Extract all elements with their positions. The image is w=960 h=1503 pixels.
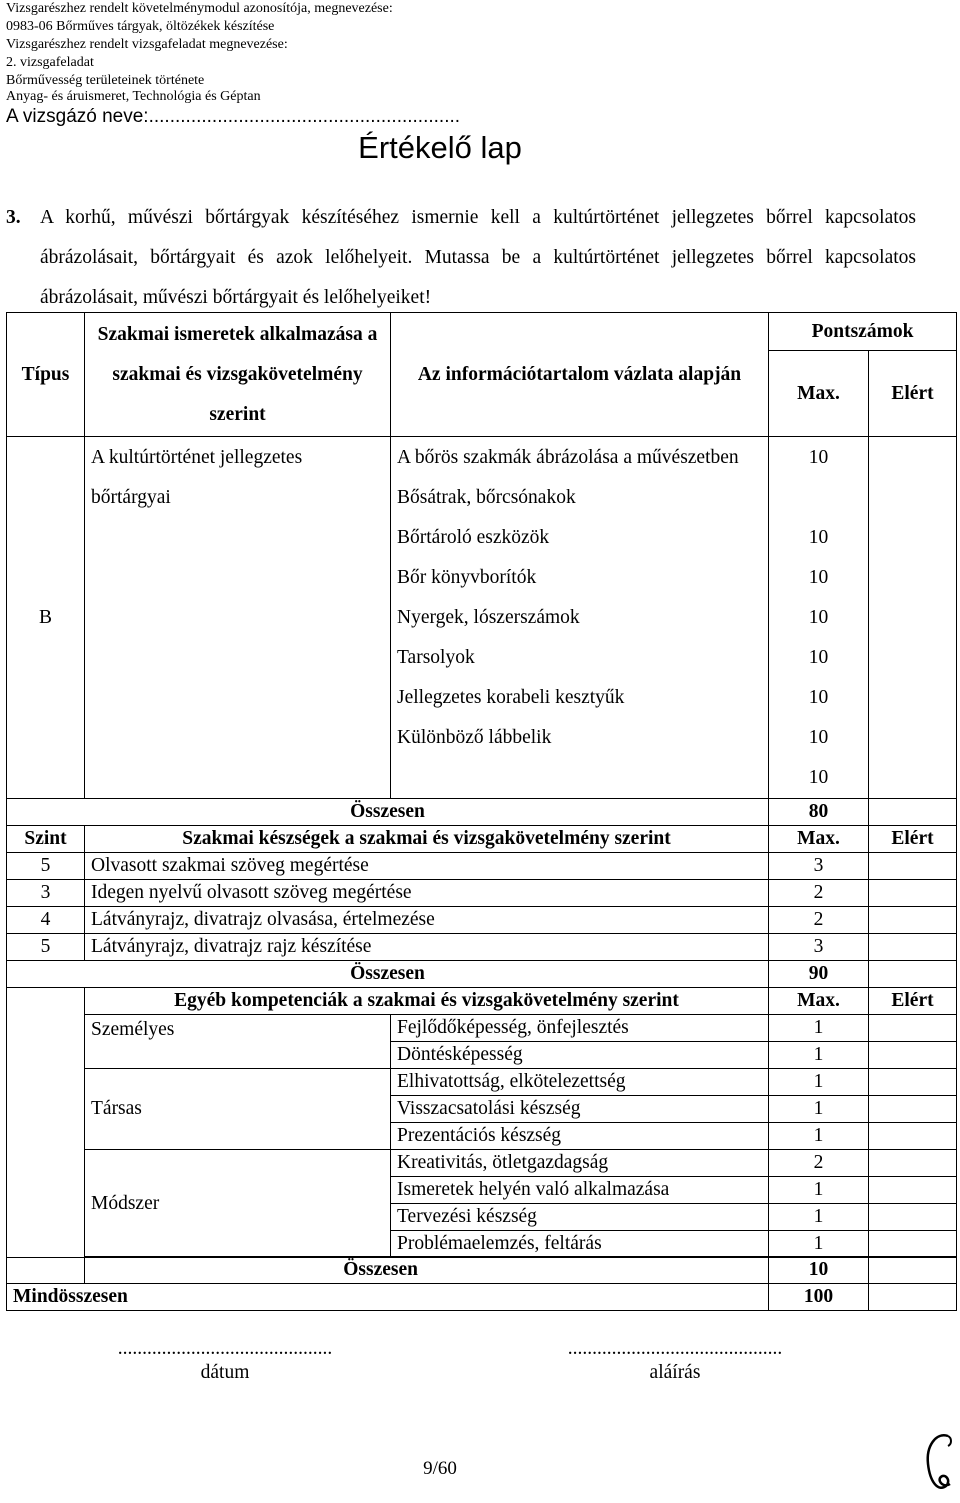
group-method: Módszer bbox=[85, 1150, 391, 1258]
col-header-level: Szint bbox=[7, 826, 85, 853]
outline-items bbox=[391, 437, 769, 799]
competency-label: Fejlődőképesség, önfejlesztés bbox=[391, 1015, 769, 1042]
achieved-cell bbox=[869, 961, 957, 988]
competency-max: 1 bbox=[769, 1123, 869, 1150]
competency-label: Tervezési készség bbox=[391, 1204, 769, 1231]
col-header-max: Max. bbox=[769, 351, 869, 437]
competencies-total-label-2: Összesen bbox=[85, 1257, 769, 1284]
max-value: 10 bbox=[808, 567, 829, 588]
competency-max: 1 bbox=[769, 1096, 869, 1123]
achieved-cell bbox=[869, 1284, 957, 1311]
knowledge-total-label: Összesen bbox=[7, 799, 769, 826]
competency-max: 1 bbox=[769, 1042, 869, 1069]
outline-item: Tarsolyok bbox=[397, 647, 475, 668]
competency-max: 1 bbox=[769, 1231, 869, 1258]
achieved-cell bbox=[869, 907, 957, 934]
achieved-cell bbox=[869, 799, 957, 826]
achieved-cell bbox=[869, 1231, 957, 1258]
knowledge-value: A kultúrtörténet jellegzetes bőrtárgyai bbox=[85, 437, 391, 799]
outline-item: Bőr könyvborítók bbox=[397, 567, 537, 588]
skill-label: Olvasott szakmai szöveg megértése bbox=[85, 853, 769, 880]
skills-section bbox=[7, 826, 957, 988]
max-value: 10 bbox=[808, 687, 829, 708]
group-social: Társas bbox=[85, 1069, 391, 1150]
col-header-points: Pontszámok bbox=[769, 313, 957, 351]
competency-max: 1 bbox=[769, 1015, 869, 1042]
skill-label: Idegen nyelvű olvasott szöveg megértése bbox=[85, 880, 769, 907]
skills-total-value: 90 bbox=[769, 961, 869, 988]
skill-max: 3 bbox=[769, 934, 869, 961]
outline-item: Különböző lábbelik bbox=[397, 727, 552, 748]
competencies-section bbox=[7, 988, 957, 1258]
achieved-cell bbox=[869, 1096, 957, 1123]
col-header-type: Típus bbox=[7, 313, 85, 437]
evaluation-table bbox=[6, 312, 957, 1258]
task-number: 3. bbox=[6, 207, 21, 228]
achieved-cell bbox=[869, 1015, 957, 1042]
signature-line: ............................................ bbox=[567, 1338, 783, 1359]
date-label: dátum bbox=[200, 1362, 250, 1383]
document-logo-icon bbox=[918, 1428, 960, 1498]
achieved-cell bbox=[869, 934, 957, 961]
competency-label: Prezentációs készség bbox=[391, 1123, 769, 1150]
competency-max: 1 bbox=[769, 1069, 869, 1096]
competency-max: 1 bbox=[769, 1204, 869, 1231]
knowledge-total-value: 80 bbox=[769, 799, 869, 826]
group-personal: Személyes bbox=[85, 1015, 391, 1069]
achieved-cell bbox=[869, 1123, 957, 1150]
skill-label: Látványrajz, divatrajz olvasása, értelmezése bbox=[85, 907, 769, 934]
header-task-label: Vizsgarészhez rendelt vizsgafeladat megnevezése: bbox=[6, 37, 288, 52]
col-header-achieved: Elért bbox=[869, 351, 957, 437]
achieved-cell bbox=[869, 437, 957, 799]
page-number: 9/60 bbox=[423, 1458, 457, 1479]
examinee-name-field: A vizsgázó neve:........................................................... bbox=[6, 106, 461, 127]
skill-max: 2 bbox=[769, 880, 869, 907]
competency-label: Visszacsatolási készség bbox=[391, 1096, 769, 1123]
achieved-cell bbox=[869, 1069, 957, 1096]
max-value: 10 bbox=[808, 447, 829, 468]
competency-label: Kreativitás, ötletgazdagság bbox=[391, 1150, 769, 1177]
header-module-label: Vizsgarészhez rendelt követelménymodul azonosítója, megnevezése: bbox=[6, 1, 393, 16]
competencies-total-value: 10 bbox=[769, 1257, 869, 1284]
skill-level: 3 bbox=[7, 880, 85, 907]
max-value: 10 bbox=[808, 647, 829, 668]
signature-label: aláírás bbox=[649, 1362, 701, 1383]
knowledge-section bbox=[7, 313, 957, 799]
col-header-achieved: Elért bbox=[869, 988, 957, 1015]
col-header-knowledge: Szakmai ismeretek alkalmazása a szakmai és vizsgakövetelmény szerint bbox=[85, 313, 391, 437]
competency-label: Problémaelemzés, feltárás bbox=[391, 1231, 769, 1258]
max-value: 10 bbox=[808, 607, 829, 628]
outline-item: Nyergek, lószerszámok bbox=[397, 607, 580, 628]
competency-label: Ismeretek helyén való alkalmazása bbox=[391, 1177, 769, 1204]
col-header-outline: Az információtartalom vázlata alapján bbox=[391, 313, 769, 437]
skill-level: 5 bbox=[7, 853, 85, 880]
max-value: 10 bbox=[808, 727, 829, 748]
achieved-cell bbox=[869, 1042, 957, 1069]
achieved-cell bbox=[869, 853, 957, 880]
skill-level: 5 bbox=[7, 934, 85, 961]
achieved-cell bbox=[869, 880, 957, 907]
header-subjects: Anyag- és áruismeret, Technológia és Géptan bbox=[6, 89, 261, 104]
achieved-cell bbox=[869, 1177, 957, 1204]
task-text: A korhű, művészi bőrtárgyak készítéséhez ismernie kell a kultúrtörténet jellegzetes bőrrel kapcsolatos ábrázolásait, bőrtárgyait és azok lelőhelyeit. Mutassa be a kultúrtörténet jellegzetes bőrrel kapcsolatos ábrázolásait, művészi bőrtárgyait és lelőhelyeiket! bbox=[40, 207, 916, 308]
date-line: ............................................ bbox=[117, 1338, 333, 1359]
skills-total-label: Összesen bbox=[7, 961, 769, 988]
outline-item: Bőrtároló eszközök bbox=[397, 527, 550, 548]
col-header-max: Max. bbox=[769, 826, 869, 853]
header-task-value: 2. vizsgafeladat bbox=[6, 55, 94, 70]
competency-max: 2 bbox=[769, 1150, 869, 1177]
col-header-max: Max. bbox=[769, 988, 869, 1015]
achieved-cell bbox=[869, 1204, 957, 1231]
col-header-other: Egyéb kompetenciák a szakmai és vizsgakövetelmény szerint bbox=[85, 988, 769, 1015]
achieved-cell bbox=[869, 1257, 957, 1284]
header-area-label: Bőrművesség területeinek története bbox=[6, 73, 205, 88]
competency-label: Elhivatottság, elkötelezettség bbox=[391, 1069, 769, 1096]
max-value: 10 bbox=[808, 527, 829, 548]
outline-item: Bősátrak, bőrcsónakok bbox=[397, 487, 576, 508]
type-value: B bbox=[7, 437, 85, 799]
max-value: 10 bbox=[808, 767, 829, 788]
outline-item: Jellegzetes korabeli kesztyűk bbox=[397, 687, 625, 708]
grand-total-value: 100 bbox=[769, 1284, 869, 1311]
skill-max: 3 bbox=[769, 853, 869, 880]
max-values bbox=[769, 437, 869, 799]
task-description bbox=[6, 198, 916, 318]
skill-level: 4 bbox=[7, 907, 85, 934]
outline-item: A bőrös szakmák ábrázolása a művészetben bbox=[397, 447, 739, 468]
header-module-value: 0983-06 Bőrműves tárgyak, öltözékek készítése bbox=[6, 19, 275, 34]
achieved-cell bbox=[869, 1150, 957, 1177]
skill-label: Látványrajz, divatrajz rajz készítése bbox=[85, 934, 769, 961]
col-header-skills: Szakmai készségek a szakmai és vizsgakövetelmény szerint bbox=[85, 826, 769, 853]
grand-total-label: Mindösszesen bbox=[7, 1284, 769, 1311]
knowledge-total-section bbox=[7, 799, 957, 826]
competency-max: 1 bbox=[769, 1177, 869, 1204]
skill-max: 2 bbox=[769, 907, 869, 934]
col-header-achieved: Elért bbox=[869, 826, 957, 853]
totals-table bbox=[6, 1256, 957, 1311]
competency-label: Döntésképesség bbox=[391, 1042, 769, 1069]
page-title: Értékelő lap bbox=[358, 130, 522, 165]
